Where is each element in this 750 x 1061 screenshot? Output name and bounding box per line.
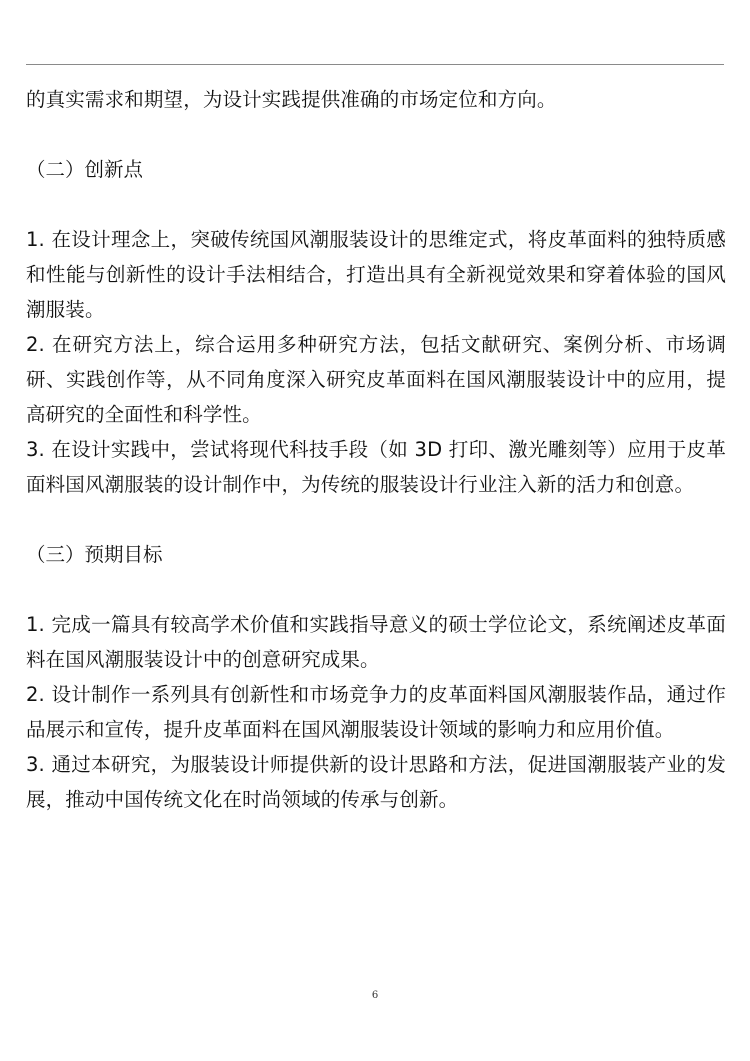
opening-paragraph: 的真实需求和期望，为设计实践提供准确的市场定位和方向。 [26, 88, 557, 111]
goals-heading: （三）预期目标 [26, 543, 163, 566]
innovation-heading: （二）创新点 [26, 158, 144, 181]
innovation-list [26, 222, 726, 502]
spacer [26, 502, 726, 537]
document-body [26, 82, 726, 817]
innovation-item-1: 1. 在设计理念上，突破传统国风潮服装设计的思维定式，将皮革面料的独特质感和性能与创新性的设计手法相结合，打造出具有全新视觉效果和穿着体验的国风潮服装。 [26, 228, 726, 321]
spacer [26, 117, 726, 152]
page-number: 6 [371, 990, 379, 1001]
goal-item-1: 1. 完成一篇具有较高学术价值和实践指导意义的硕士学位论文，系统阐述皮革面料在国风潮服装设计中的创意研究成果。 [26, 613, 726, 671]
header-rule [26, 64, 724, 65]
innovation-item-2: 2. 在研究方法上，综合运用多种研究方法，包括文献研究、案例分析、市场调研、实践创作等，从不同角度深入研究皮革面料在国风潮服装设计中的应用，提高研究的全面性和科学性。 [26, 333, 726, 426]
innovation-item-3: 3. 在设计实践中，尝试将现代科技手段（如 3D 打印、激光雕刻等）应用于皮革面料国风潮服装的设计制作中，为传统的服装设计行业注入新的活力和创意。 [26, 438, 726, 496]
goal-item-2: 2. 设计制作一系列具有创新性和市场竞争力的皮革面料国风潮服装作品，通过作品展示和宣传，提升皮革面料在国风潮服装设计领域的影响力和应用价值。 [26, 683, 726, 741]
goals-list [26, 607, 726, 817]
goal-item-3: 3. 通过本研究，为服装设计师提供新的设计思路和方法，促进国潮服装产业的发展，推动中国传统文化在时尚领域的传承与创新。 [26, 753, 726, 811]
spacer [26, 187, 726, 222]
spacer [26, 572, 726, 607]
